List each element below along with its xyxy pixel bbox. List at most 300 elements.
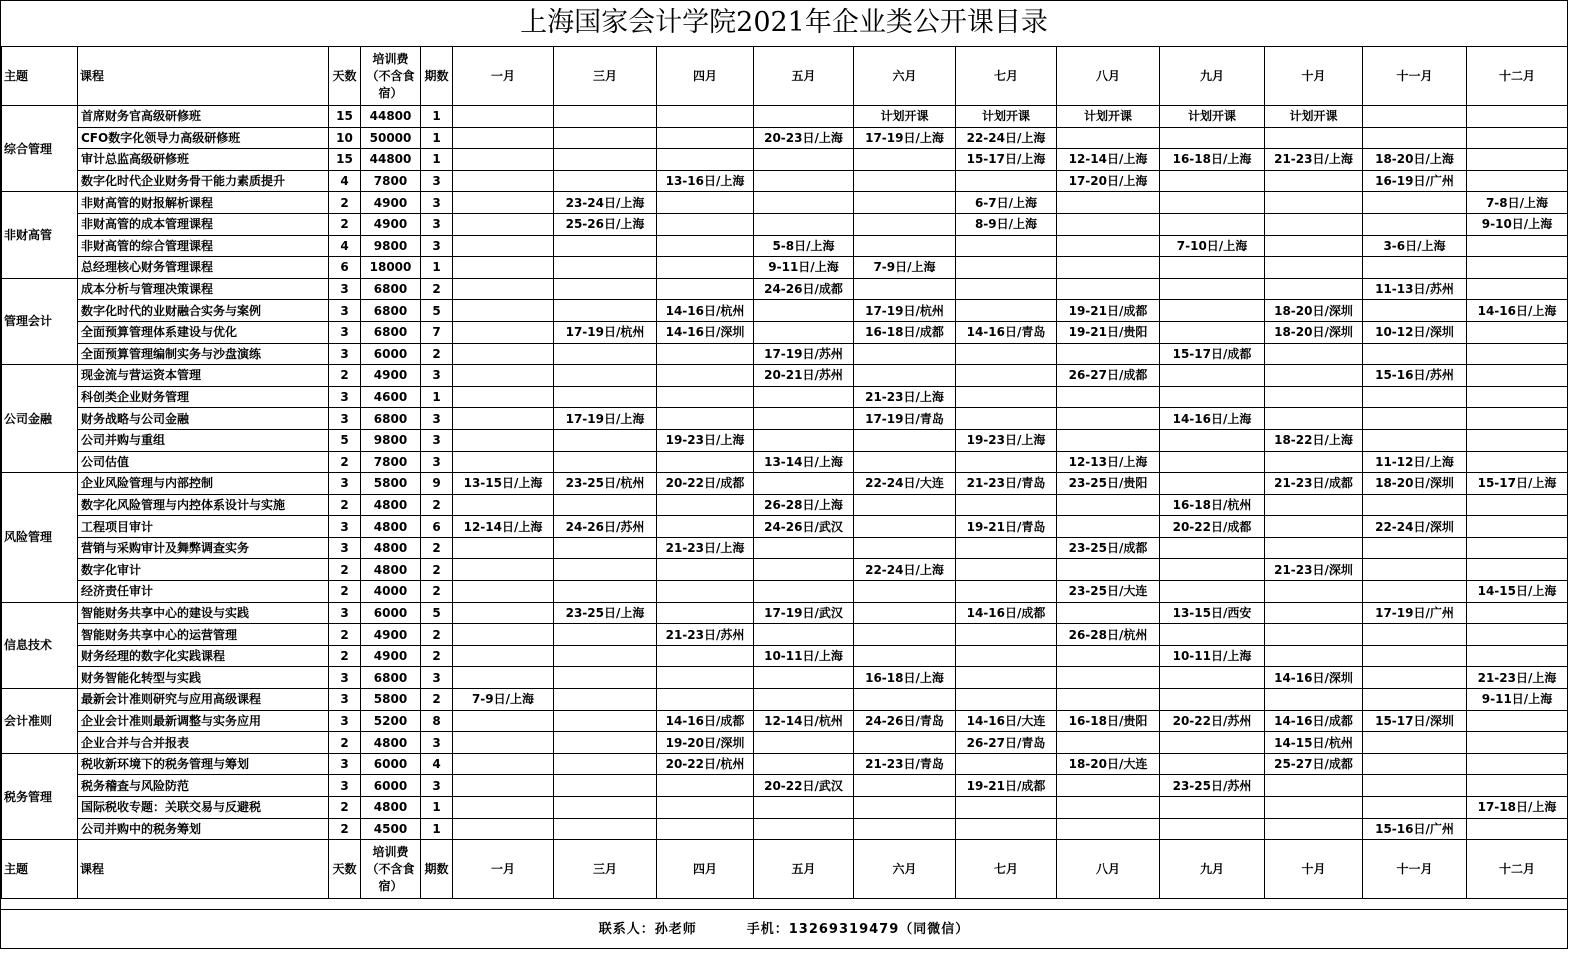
sessions-cell: 1 (421, 106, 453, 128)
schedule-cell (453, 797, 554, 819)
schedule-cell (1363, 775, 1467, 797)
table-row (2, 235, 1568, 257)
header-row (2, 47, 1568, 106)
course-name: 数字化时代企业财务骨干能力素质提升 (78, 170, 329, 192)
schedule-cell (554, 581, 657, 603)
schedule-cell (956, 624, 1057, 646)
table-row (2, 516, 1568, 538)
schedule-cell (754, 408, 854, 430)
schedule-cell (1467, 408, 1568, 430)
course-name: 公司并购中的税务筹划 (78, 818, 329, 840)
schedule-cell (956, 278, 1057, 300)
schedule-cell (453, 581, 554, 603)
schedule-cell (1467, 494, 1568, 516)
days-cell: 2 (329, 365, 361, 387)
table-row (2, 170, 1568, 192)
schedule-cell (1057, 797, 1160, 819)
schedule-cell (1363, 386, 1467, 408)
schedule-cell (1160, 192, 1265, 214)
schedule-cell (1265, 797, 1363, 819)
sessions-cell: 3 (421, 667, 453, 689)
schedule-cell: 17-19日/苏州 (754, 343, 854, 365)
schedule-cell (854, 343, 956, 365)
schedule-cell (854, 516, 956, 538)
schedule-cell (1160, 429, 1265, 451)
schedule-cell (554, 537, 657, 559)
schedule-cell: 18-22日/上海 (1265, 429, 1363, 451)
schedule-cell (1467, 732, 1568, 754)
schedule-cell: 7-8日/上海 (1467, 192, 1568, 214)
month-header: 五月 (754, 47, 854, 106)
schedule-cell (657, 451, 754, 473)
schedule-cell (1160, 213, 1265, 235)
schedule-cell (854, 278, 956, 300)
schedule-cell: 12-13日/上海 (1057, 451, 1160, 473)
days-cell: 6 (329, 257, 361, 279)
schedule-cell: 14-15日/上海 (1467, 581, 1568, 603)
table-row (2, 149, 1568, 171)
schedule-cell (554, 710, 657, 732)
schedule-cell (453, 127, 554, 149)
schedule-cell (554, 494, 657, 516)
table-row (2, 106, 1568, 128)
fee-cell: 4800 (361, 516, 421, 538)
schedule-cell: 16-18日/成都 (854, 321, 956, 343)
schedule-cell (1265, 343, 1363, 365)
fee-cell: 4900 (361, 213, 421, 235)
table-row (2, 624, 1568, 646)
schedule-cell (854, 645, 956, 667)
schedule-cell (657, 213, 754, 235)
schedule-cell (1265, 257, 1363, 279)
schedule-cell (453, 624, 554, 646)
table-row (2, 213, 1568, 235)
sessions-cell: 2 (421, 581, 453, 603)
footer-header-row (2, 840, 1568, 899)
schedule-cell (1160, 732, 1265, 754)
schedule-cell (956, 818, 1057, 840)
schedule-cell: 19-21日/青岛 (956, 516, 1057, 538)
schedule-cell (453, 300, 554, 322)
schedule-cell: 25-27日/成都 (1265, 753, 1363, 775)
schedule-cell (453, 775, 554, 797)
schedule-cell (1160, 257, 1265, 279)
sessions-cell: 2 (421, 559, 453, 581)
schedule-cell: 17-18日/上海 (1467, 797, 1568, 819)
schedule-cell (1363, 753, 1467, 775)
schedule-cell: 10-12日/深圳 (1363, 321, 1467, 343)
schedule-cell (453, 559, 554, 581)
fee-cell: 4900 (361, 624, 421, 646)
schedule-cell (1467, 386, 1568, 408)
month-header: 三月 (554, 47, 657, 106)
schedule-cell (754, 149, 854, 171)
schedule-cell: 17-20日/上海 (1057, 170, 1160, 192)
fee-cell: 7800 (361, 170, 421, 192)
schedule-cell (554, 386, 657, 408)
sessions-cell: 4 (421, 753, 453, 775)
course-name: 税务稽查与风险防范 (78, 775, 329, 797)
schedule-cell (1057, 602, 1160, 624)
schedule-cell (1160, 818, 1265, 840)
schedule-cell (754, 537, 854, 559)
schedule-cell (1363, 127, 1467, 149)
schedule-cell: 15-17日/上海 (956, 149, 1057, 171)
table-row (2, 645, 1568, 667)
schedule-cell (1265, 386, 1363, 408)
month-header: 四月 (657, 840, 754, 899)
schedule-cell (1467, 170, 1568, 192)
schedule-cell (1265, 365, 1363, 387)
schedule-cell (1160, 473, 1265, 495)
fee-cell: 4800 (361, 559, 421, 581)
fee-header: 培训费（不含食宿） (361, 47, 421, 106)
schedule-cell: 26-28日/杭州 (1057, 624, 1160, 646)
fee-cell: 4500 (361, 818, 421, 840)
schedule-cell (453, 494, 554, 516)
days-cell: 4 (329, 170, 361, 192)
schedule-cell: 23-25日/成都 (1057, 537, 1160, 559)
days-cell: 3 (329, 537, 361, 559)
schedule-cell (1467, 710, 1568, 732)
fee-cell: 4900 (361, 365, 421, 387)
schedule-cell (956, 170, 1057, 192)
schedule-cell: 10-11日/上海 (754, 645, 854, 667)
table-row (2, 818, 1568, 840)
schedule-cell (854, 581, 956, 603)
schedule-cell (1265, 127, 1363, 149)
schedule-cell: 20-21日/苏州 (754, 365, 854, 387)
days-cell: 2 (329, 624, 361, 646)
schedule-cell: 20-22日/杭州 (657, 753, 754, 775)
schedule-cell (1160, 300, 1265, 322)
course-name: 最新会计准则研究与应用高级课程 (78, 689, 329, 711)
schedule-cell (554, 343, 657, 365)
schedule-cell (554, 365, 657, 387)
schedule-cell: 10-11日/上海 (1160, 645, 1265, 667)
schedule-cell: 14-16日/成都 (956, 602, 1057, 624)
schedule-cell (657, 149, 754, 171)
schedule-cell: 17-19日/杭州 (854, 300, 956, 322)
table-row (2, 300, 1568, 322)
schedule-cell: 23-25日/苏州 (1160, 775, 1265, 797)
schedule-cell (657, 775, 754, 797)
sessions-cell: 3 (421, 365, 453, 387)
theme-cell: 信息技术 (2, 602, 78, 688)
table-row (2, 192, 1568, 214)
fee-cell: 6000 (361, 753, 421, 775)
theme-cell: 公司金融 (2, 365, 78, 473)
schedule-cell: 23-25日/上海 (554, 602, 657, 624)
course-name: 全面预算管理编制实务与沙盘演练 (78, 343, 329, 365)
schedule-cell (554, 170, 657, 192)
sessions-cell: 1 (421, 386, 453, 408)
contact-person: 联系人：孙老师 (598, 922, 697, 937)
course-table (1, 46, 1568, 899)
schedule-cell (657, 797, 754, 819)
fee-cell: 4900 (361, 192, 421, 214)
schedule-cell (1363, 213, 1467, 235)
sessions-cell: 5 (421, 300, 453, 322)
sessions-cell: 3 (421, 775, 453, 797)
table-row (2, 559, 1568, 581)
schedule-cell (1160, 797, 1265, 819)
month-header: 九月 (1160, 840, 1265, 899)
days-cell: 3 (329, 473, 361, 495)
schedule-cell (1160, 537, 1265, 559)
fee-cell: 9800 (361, 235, 421, 257)
schedule-cell (956, 408, 1057, 430)
table-row (2, 753, 1568, 775)
days-cell: 2 (329, 797, 361, 819)
schedule-cell: 19-20日/深圳 (657, 732, 754, 754)
schedule-cell (453, 192, 554, 214)
schedule-cell (1467, 149, 1568, 171)
course-name: 财务战略与公司金融 (78, 408, 329, 430)
schedule-cell: 13-16日/上海 (657, 170, 754, 192)
schedule-cell: 23-24日/上海 (554, 192, 657, 214)
days-cell: 5 (329, 429, 361, 451)
sessions-cell: 5 (421, 602, 453, 624)
schedule-cell: 21-23日/上海 (1265, 149, 1363, 171)
schedule-cell (1467, 278, 1568, 300)
table-row (2, 451, 1568, 473)
table-row (2, 127, 1568, 149)
schedule-cell (1265, 624, 1363, 646)
month-header: 九月 (1160, 47, 1265, 106)
theme-cell: 管理会计 (2, 278, 78, 364)
schedule-cell (854, 149, 956, 171)
schedule-cell (854, 213, 956, 235)
fee-cell: 4800 (361, 494, 421, 516)
schedule-cell: 21-23日/上海 (1467, 667, 1568, 689)
schedule-cell (453, 451, 554, 473)
schedule-cell: 19-21日/成都 (956, 775, 1057, 797)
sessions-cell: 3 (421, 213, 453, 235)
fee-cell: 6800 (361, 408, 421, 430)
schedule-cell (453, 753, 554, 775)
schedule-cell: 14-16日/上海 (1467, 300, 1568, 322)
days-cell: 3 (329, 343, 361, 365)
schedule-cell (956, 300, 1057, 322)
schedule-cell (1467, 559, 1568, 581)
schedule-cell (453, 343, 554, 365)
schedule-cell (1467, 106, 1568, 128)
schedule-cell: 15-17日/上海 (1467, 473, 1568, 495)
sessions-header: 期数 (421, 47, 453, 106)
schedule-cell: 9-11日/上海 (754, 257, 854, 279)
schedule-cell (554, 278, 657, 300)
schedule-cell (854, 818, 956, 840)
schedule-cell (1467, 775, 1568, 797)
schedule-cell (453, 278, 554, 300)
sessions-cell: 1 (421, 257, 453, 279)
table-row (2, 710, 1568, 732)
theme-header: 主题 (2, 47, 78, 106)
schedule-cell (854, 797, 956, 819)
schedule-cell (1467, 429, 1568, 451)
course-name: 现金流与营运资本管理 (78, 365, 329, 387)
schedule-cell (554, 429, 657, 451)
schedule-cell: 23-25日/杭州 (554, 473, 657, 495)
schedule-cell (1467, 257, 1568, 279)
schedule-cell (453, 170, 554, 192)
schedule-cell: 19-23日/上海 (657, 429, 754, 451)
schedule-cell (956, 667, 1057, 689)
schedule-cell: 14-16日/杭州 (657, 300, 754, 322)
schedule-cell: 17-19日/上海 (554, 408, 657, 430)
schedule-cell: 14-16日/成都 (657, 710, 754, 732)
schedule-cell (956, 494, 1057, 516)
month-header: 十一月 (1363, 840, 1467, 899)
theme-cell: 税务管理 (2, 753, 78, 839)
course-name: 税收新环境下的税务管理与筹划 (78, 753, 329, 775)
schedule-cell (1265, 213, 1363, 235)
course-name: 数字化时代的业财融合实务与案例 (78, 300, 329, 322)
schedule-cell: 9-10日/上海 (1467, 213, 1568, 235)
schedule-cell (754, 106, 854, 128)
month-header: 十一月 (1363, 47, 1467, 106)
schedule-cell (554, 624, 657, 646)
schedule-cell: 25-26日/上海 (554, 213, 657, 235)
table-row (2, 343, 1568, 365)
schedule-cell (453, 602, 554, 624)
table-row (2, 732, 1568, 754)
schedule-cell: 13-15日/上海 (453, 473, 554, 495)
schedule-cell (1265, 278, 1363, 300)
days-cell: 10 (329, 127, 361, 149)
sessions-cell: 2 (421, 537, 453, 559)
fee-cell: 4800 (361, 732, 421, 754)
days-cell: 2 (329, 645, 361, 667)
schedule-cell (554, 645, 657, 667)
schedule-cell (754, 429, 854, 451)
schedule-cell (1160, 559, 1265, 581)
schedule-cell (1057, 429, 1160, 451)
month-header: 一月 (453, 840, 554, 899)
schedule-cell (1467, 602, 1568, 624)
schedule-cell: 14-15日/杭州 (1265, 732, 1363, 754)
schedule-cell (453, 710, 554, 732)
schedule-cell (453, 818, 554, 840)
schedule-cell: 3-6日/上海 (1363, 235, 1467, 257)
course-name: 总经理核心财务管理课程 (78, 257, 329, 279)
course-name: 营销与采购审计及舞弊调查实务 (78, 537, 329, 559)
schedule-cell (1265, 818, 1363, 840)
schedule-cell: 16-18日/贵阳 (1057, 710, 1160, 732)
schedule-cell (453, 667, 554, 689)
schedule-cell (1363, 645, 1467, 667)
schedule-cell (1160, 581, 1265, 603)
schedule-cell (554, 451, 657, 473)
schedule-cell (956, 235, 1057, 257)
schedule-cell (453, 732, 554, 754)
schedule-cell (1363, 408, 1467, 430)
theme-cell: 综合管理 (2, 106, 78, 192)
schedule-cell (453, 365, 554, 387)
schedule-cell (1057, 494, 1160, 516)
schedule-cell (657, 581, 754, 603)
schedule-cell (1363, 192, 1467, 214)
schedule-cell (1057, 645, 1160, 667)
schedule-cell (854, 170, 956, 192)
schedule-cell (854, 429, 956, 451)
schedule-cell (554, 689, 657, 711)
schedule-cell (453, 386, 554, 408)
sessions-header: 期数 (421, 840, 453, 899)
month-header: 七月 (956, 840, 1057, 899)
schedule-cell (1057, 516, 1160, 538)
schedule-cell: 22-24日/深圳 (1363, 516, 1467, 538)
schedule-cell (657, 365, 754, 387)
schedule-cell (1467, 235, 1568, 257)
schedule-cell (1057, 559, 1160, 581)
schedule-cell (1160, 365, 1265, 387)
days-cell: 2 (329, 213, 361, 235)
days-cell: 2 (329, 559, 361, 581)
schedule-cell: 21-23日/上海 (657, 537, 754, 559)
schedule-cell (453, 645, 554, 667)
schedule-cell (657, 257, 754, 279)
schedule-cell (657, 408, 754, 430)
schedule-cell (453, 257, 554, 279)
schedule-cell (854, 365, 956, 387)
schedule-cell: 11-12日/上海 (1363, 451, 1467, 473)
schedule-cell: 15-17日/成都 (1160, 343, 1265, 365)
schedule-cell (754, 753, 854, 775)
schedule-cell: 计划开课 (854, 106, 956, 128)
schedule-cell: 20-22日/苏州 (1160, 710, 1265, 732)
table-row (2, 581, 1568, 603)
schedule-cell (554, 818, 657, 840)
contact-phone: 手机：13269319479（同微信） (746, 922, 970, 937)
days-cell: 3 (329, 689, 361, 711)
schedule-cell (453, 106, 554, 128)
table-row (2, 365, 1568, 387)
month-header: 十二月 (1467, 840, 1568, 899)
schedule-cell (1265, 494, 1363, 516)
fee-cell: 4900 (361, 645, 421, 667)
schedule-cell (1265, 451, 1363, 473)
schedule-cell (657, 667, 754, 689)
table-row (2, 667, 1568, 689)
schedule-cell (554, 127, 657, 149)
fee-cell: 4600 (361, 386, 421, 408)
days-cell: 15 (329, 106, 361, 128)
schedule-cell: 21-23日/青岛 (956, 473, 1057, 495)
schedule-cell (1265, 602, 1363, 624)
schedule-cell (1057, 408, 1160, 430)
course-header: 课程 (78, 47, 329, 106)
schedule-cell: 20-22日/成都 (1160, 516, 1265, 538)
days-cell: 3 (329, 408, 361, 430)
schedule-cell: 13-15日/西安 (1160, 602, 1265, 624)
fee-cell: 4000 (361, 581, 421, 603)
days-cell: 3 (329, 667, 361, 689)
month-header: 六月 (854, 840, 956, 899)
schedule-cell (956, 343, 1057, 365)
schedule-cell (657, 278, 754, 300)
schedule-cell: 11-13日/苏州 (1363, 278, 1467, 300)
schedule-cell (754, 667, 854, 689)
schedule-cell (554, 149, 657, 171)
fee-cell: 6000 (361, 343, 421, 365)
schedule-cell: 7-10日/上海 (1160, 235, 1265, 257)
schedule-cell (1467, 343, 1568, 365)
schedule-cell: 7-9日/上海 (453, 689, 554, 711)
schedule-cell (657, 192, 754, 214)
schedule-cell (1160, 386, 1265, 408)
